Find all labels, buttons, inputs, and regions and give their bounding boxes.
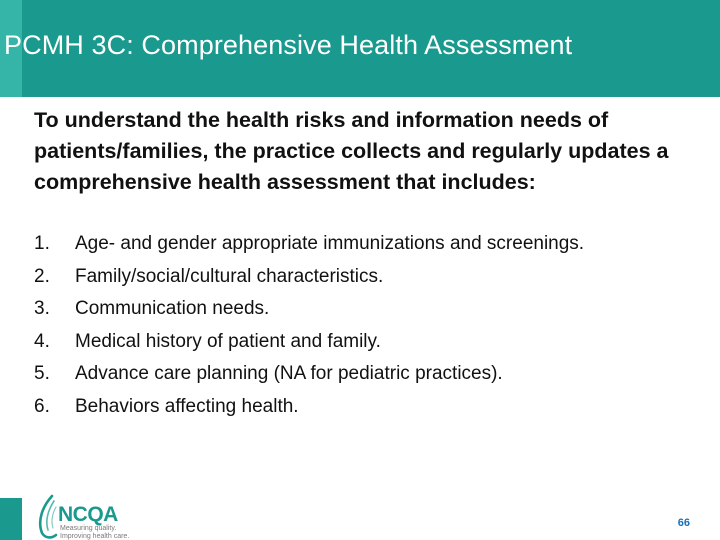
list-item xyxy=(34,233,584,266)
item-number: 3. xyxy=(34,298,50,319)
item-number: 6. xyxy=(34,395,50,417)
list-item xyxy=(34,396,584,429)
footer-accent xyxy=(0,498,22,540)
page-number: 66 xyxy=(677,517,690,529)
logo-tagline-2: Improving health care. xyxy=(60,533,130,540)
item-number: 1. xyxy=(34,233,50,254)
ncqa-logo xyxy=(36,493,132,540)
list-item xyxy=(34,298,584,331)
list-item xyxy=(34,331,584,364)
item-text: Family/social/cultural characteristics. xyxy=(75,265,384,287)
slide-title: PCMH 3C: Comprehensive Health Assessment xyxy=(4,30,573,60)
item-number: 5. xyxy=(34,363,50,384)
list-item xyxy=(34,363,584,396)
assessment-list xyxy=(34,233,584,428)
list-item xyxy=(34,266,584,299)
intro-text: To understand the health risks and information needs of patients/families, the practice collects and regularly updates a comprehensive health assessment that includes: xyxy=(34,108,669,194)
logo-tagline-1: Measuring quality. xyxy=(60,525,117,532)
item-text: Advance care planning (NA for pediatric practices). xyxy=(75,363,503,384)
item-text: Communication needs. xyxy=(75,298,270,319)
logo-wordmark: NCQA xyxy=(58,503,118,526)
item-text: Age- and gender appropriate immunizations and screenings. xyxy=(75,233,585,254)
item-number: 4. xyxy=(34,330,50,352)
item-text: Medical history of patient and family. xyxy=(75,330,381,352)
item-number: 2. xyxy=(34,265,50,287)
item-text: Behaviors affecting health. xyxy=(75,395,299,417)
title-bar xyxy=(0,0,720,97)
